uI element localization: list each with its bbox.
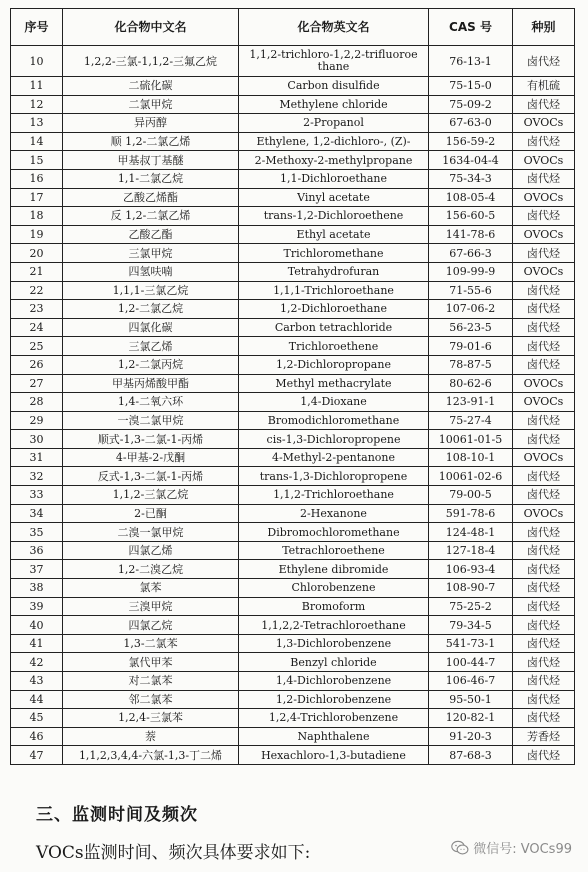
cell-chinese-name: 反式-1,3-二氯-1-丙烯	[63, 467, 239, 486]
table-row	[11, 46, 575, 77]
cell-english-name: 2-Methoxy-2-methylpropane	[239, 151, 429, 170]
cell-english-name: 1,2-Dichloropropane	[239, 355, 429, 374]
cell-serial-number: 47	[11, 746, 63, 765]
cell-category: OVOCs	[513, 262, 575, 281]
cell-chinese-name: 乙酸乙酯	[63, 225, 239, 244]
cell-cas-number: 124-48-1	[429, 523, 513, 542]
section-body-text: VOCs监测时间、频次具体要求如下:	[36, 843, 311, 863]
cell-category: OVOCs	[513, 448, 575, 467]
cell-cas-number: 67-66-3	[429, 244, 513, 263]
cell-category: 卤代烃	[513, 709, 575, 728]
cell-serial-number: 43	[11, 672, 63, 691]
cell-cas-number: 79-34-5	[429, 616, 513, 635]
cell-english-name: 1,1-Dichloroethane	[239, 169, 429, 188]
header-english-name: 化合物英文名	[239, 9, 429, 46]
cell-serial-number: 32	[11, 467, 63, 486]
cell-serial-number: 19	[11, 225, 63, 244]
cell-cas-number: 75-27-4	[429, 411, 513, 430]
table-row	[11, 523, 575, 542]
cell-category: 卤代烃	[513, 46, 575, 77]
cell-serial-number: 41	[11, 634, 63, 653]
cell-chinese-name: 甲基叔丁基醚	[63, 151, 239, 170]
cell-chinese-name: 四氯乙烯	[63, 541, 239, 560]
cell-category: 卤代烃	[513, 244, 575, 263]
cell-english-name: Tetrachloroethene	[239, 541, 429, 560]
cell-english-name: Dibromochloromethane	[239, 523, 429, 542]
cell-chinese-name: 对二氯苯	[63, 672, 239, 691]
cell-chinese-name: 1,3-二氯苯	[63, 634, 239, 653]
cell-serial-number: 24	[11, 318, 63, 337]
cell-serial-number: 11	[11, 77, 63, 96]
cell-category: 卤代烃	[513, 95, 575, 114]
table-row	[11, 132, 575, 151]
table-row	[11, 541, 575, 560]
cell-english-name: Tetrahydrofuran	[239, 262, 429, 281]
cell-cas-number: 79-00-5	[429, 486, 513, 505]
cell-english-name: 1,4-Dichlorobenzene	[239, 672, 429, 691]
table-row	[11, 355, 575, 374]
cell-chinese-name: 二氯甲烷	[63, 95, 239, 114]
cell-cas-number: 107-06-2	[429, 300, 513, 319]
cell-serial-number: 20	[11, 244, 63, 263]
cell-serial-number: 22	[11, 281, 63, 300]
header-category: 种别	[513, 9, 575, 46]
cell-english-name: Naphthalene	[239, 727, 429, 746]
watermark-text: 微信号: VOCs99	[473, 842, 572, 857]
cell-english-name: 1,4-Dioxane	[239, 393, 429, 412]
cell-cas-number: 76-13-1	[429, 46, 513, 77]
cell-category: OVOCs	[513, 151, 575, 170]
cell-serial-number: 14	[11, 132, 63, 151]
cell-english-name: 1,1,1-Trichloroethane	[239, 281, 429, 300]
table-row	[11, 616, 575, 635]
cell-category: 卤代烃	[513, 207, 575, 226]
cell-category: 卤代烃	[513, 746, 575, 765]
watermark	[451, 838, 572, 857]
cell-cas-number: 591-78-6	[429, 504, 513, 523]
cell-english-name: Ethyl acetate	[239, 225, 429, 244]
cell-english-name: cis-1,3-Dichloropropene	[239, 430, 429, 449]
cell-serial-number: 26	[11, 355, 63, 374]
cell-cas-number: 56-23-5	[429, 318, 513, 337]
cell-cas-number: 75-15-0	[429, 77, 513, 96]
table-row	[11, 95, 575, 114]
table-row	[11, 318, 575, 337]
table-row	[11, 504, 575, 523]
table-row	[11, 709, 575, 728]
voc-compound-table	[10, 8, 575, 765]
cell-category: OVOCs	[513, 225, 575, 244]
cell-cas-number: 95-50-1	[429, 690, 513, 709]
cell-serial-number: 42	[11, 653, 63, 672]
table-row	[11, 634, 575, 653]
cell-cas-number: 1634-04-4	[429, 151, 513, 170]
cell-english-name: 1,2,4-Trichlorobenzene	[239, 709, 429, 728]
cell-english-name: Chlorobenzene	[239, 579, 429, 598]
section-title: 三、监测时间及频次	[36, 805, 198, 825]
cell-category: 芳香烃	[513, 727, 575, 746]
header-chinese-name: 化合物中文名	[63, 9, 239, 46]
cell-serial-number: 12	[11, 95, 63, 114]
cell-cas-number: 109-99-9	[429, 262, 513, 281]
cell-cas-number: 106-93-4	[429, 560, 513, 579]
cell-category: OVOCs	[513, 188, 575, 207]
cell-english-name: 2-Propanol	[239, 114, 429, 133]
cell-cas-number: 75-25-2	[429, 597, 513, 616]
cell-category: 卤代烃	[513, 597, 575, 616]
table-row	[11, 672, 575, 691]
cell-cas-number: 10061-01-5	[429, 430, 513, 449]
cell-english-name: Hexachloro-1,3-butadiene	[239, 746, 429, 765]
table-row	[11, 653, 575, 672]
table-row	[11, 337, 575, 356]
cell-serial-number: 10	[11, 46, 63, 77]
cell-chinese-name: 顺式-1,3-二氯-1-丙烯	[63, 430, 239, 449]
cell-chinese-name: 萘	[63, 727, 239, 746]
cell-serial-number: 27	[11, 374, 63, 393]
cell-chinese-name: 四氯乙烷	[63, 616, 239, 635]
cell-category: OVOCs	[513, 504, 575, 523]
table-row	[11, 77, 575, 96]
cell-chinese-name: 1,2-二氯乙烷	[63, 300, 239, 319]
cell-english-name: Carbon disulfide	[239, 77, 429, 96]
cell-serial-number: 36	[11, 541, 63, 560]
table-row	[11, 486, 575, 505]
cell-cas-number: 127-18-4	[429, 541, 513, 560]
table-row	[11, 300, 575, 319]
cell-category: 卤代烃	[513, 634, 575, 653]
cell-chinese-name: 顺 1,2-二氯乙烯	[63, 132, 239, 151]
cell-chinese-name: 1,2,2-三氯-1,1,2-三氟乙烷	[63, 46, 239, 77]
header-serial-number: 序号	[11, 9, 63, 46]
cell-category: 卤代烃	[513, 411, 575, 430]
cell-english-name: Ethylene dibromide	[239, 560, 429, 579]
cell-chinese-name: 1,2,4-三氯苯	[63, 709, 239, 728]
cell-english-name: Bromodichloromethane	[239, 411, 429, 430]
cell-chinese-name: 4-甲基-2-戊酮	[63, 448, 239, 467]
cell-serial-number: 29	[11, 411, 63, 430]
cell-category: 卤代烃	[513, 467, 575, 486]
table-row	[11, 448, 575, 467]
cell-english-name: 1,2-Dichloroethane	[239, 300, 429, 319]
cell-category: 卤代烃	[513, 169, 575, 188]
cell-category: 卤代烃	[513, 523, 575, 542]
cell-chinese-name: 氯苯	[63, 579, 239, 598]
cell-english-name: 2-Hexanone	[239, 504, 429, 523]
cell-chinese-name: 甲基丙烯酸甲酯	[63, 374, 239, 393]
cell-serial-number: 17	[11, 188, 63, 207]
cell-category: 卤代烃	[513, 300, 575, 319]
cell-category: 卤代烃	[513, 672, 575, 691]
cell-cas-number: 108-10-1	[429, 448, 513, 467]
cell-serial-number: 33	[11, 486, 63, 505]
cell-category: 卤代烃	[513, 690, 575, 709]
cell-serial-number: 23	[11, 300, 63, 319]
cell-cas-number: 120-82-1	[429, 709, 513, 728]
cell-english-name: trans-1,3-Dichloropropene	[239, 467, 429, 486]
cell-english-name: 1,3-Dichlorobenzene	[239, 634, 429, 653]
cell-english-name: Vinyl acetate	[239, 188, 429, 207]
cell-english-name: 1,1,2-trichloro-1,2,2-trifluoroe thane	[239, 46, 429, 77]
cell-chinese-name: 四氢呋喃	[63, 262, 239, 281]
cell-chinese-name: 1,1,2-三氯乙烷	[63, 486, 239, 505]
table-row	[11, 430, 575, 449]
cell-english-name: Methyl methacrylate	[239, 374, 429, 393]
cell-cas-number: 67-63-0	[429, 114, 513, 133]
cell-category: 卤代烃	[513, 486, 575, 505]
cell-cas-number: 141-78-6	[429, 225, 513, 244]
cell-category: 卤代烃	[513, 318, 575, 337]
cell-english-name: trans-1,2-Dichloroethene	[239, 207, 429, 226]
table-row	[11, 690, 575, 709]
cell-english-name: 1,1,2-Trichloroethane	[239, 486, 429, 505]
cell-cas-number: 123-91-1	[429, 393, 513, 412]
cell-chinese-name: 乙酸乙烯酯	[63, 188, 239, 207]
cell-cas-number: 75-34-3	[429, 169, 513, 188]
cell-category: 卤代烃	[513, 430, 575, 449]
cell-chinese-name: 三氯甲烷	[63, 244, 239, 263]
cell-serial-number: 15	[11, 151, 63, 170]
cell-english-name: Ethylene, 1,2-dichloro-, (Z)-	[239, 132, 429, 151]
cell-chinese-name: 1,1,2,3,4,4-六氯-1,3-丁二烯	[63, 746, 239, 765]
cell-chinese-name: 二硫化碳	[63, 77, 239, 96]
cell-category: 卤代烃	[513, 132, 575, 151]
table-row	[11, 262, 575, 281]
cell-category: 卤代烃	[513, 579, 575, 598]
cell-serial-number: 44	[11, 690, 63, 709]
cell-category: 卤代烃	[513, 541, 575, 560]
cell-chinese-name: 1,4-二氧六环	[63, 393, 239, 412]
cell-cas-number: 75-09-2	[429, 95, 513, 114]
cell-cas-number: 156-59-2	[429, 132, 513, 151]
table-row	[11, 467, 575, 486]
cell-english-name: Trichloroethene	[239, 337, 429, 356]
cell-chinese-name: 1,2-二氯丙烷	[63, 355, 239, 374]
cell-english-name: 1,2-Dichlorobenzene	[239, 690, 429, 709]
table-row	[11, 281, 575, 300]
cell-english-name: Bromoform	[239, 597, 429, 616]
cell-serial-number: 30	[11, 430, 63, 449]
cell-english-name: Benzyl chloride	[239, 653, 429, 672]
table-row	[11, 727, 575, 746]
cell-cas-number: 78-87-5	[429, 355, 513, 374]
cell-english-name: 4-Methyl-2-pentanone	[239, 448, 429, 467]
cell-serial-number: 28	[11, 393, 63, 412]
cell-english-name: Carbon tetrachloride	[239, 318, 429, 337]
table-row	[11, 393, 575, 412]
cell-chinese-name: 邻二氯苯	[63, 690, 239, 709]
cell-cas-number: 87-68-3	[429, 746, 513, 765]
cell-chinese-name: 二溴一氯甲烷	[63, 523, 239, 542]
cell-cas-number: 91-20-3	[429, 727, 513, 746]
table-row	[11, 746, 575, 765]
cell-serial-number: 45	[11, 709, 63, 728]
cell-category: 卤代烃	[513, 337, 575, 356]
cell-cas-number: 108-90-7	[429, 579, 513, 598]
cell-serial-number: 31	[11, 448, 63, 467]
cell-cas-number: 80-62-6	[429, 374, 513, 393]
cell-serial-number: 13	[11, 114, 63, 133]
cell-cas-number: 79-01-6	[429, 337, 513, 356]
cell-chinese-name: 三溴甲烷	[63, 597, 239, 616]
cell-category: 卤代烃	[513, 355, 575, 374]
cell-cas-number: 100-44-7	[429, 653, 513, 672]
table-row	[11, 244, 575, 263]
table-row	[11, 560, 575, 579]
cell-chinese-name: 2-已酮	[63, 504, 239, 523]
cell-cas-number: 10061-02-6	[429, 467, 513, 486]
cell-category: 卤代烃	[513, 281, 575, 300]
cell-serial-number: 46	[11, 727, 63, 746]
cell-category: 卤代烃	[513, 560, 575, 579]
table-row	[11, 597, 575, 616]
cell-cas-number: 156-60-5	[429, 207, 513, 226]
table-row	[11, 169, 575, 188]
cell-chinese-name: 三氯乙烯	[63, 337, 239, 356]
cell-english-name: Trichloromethane	[239, 244, 429, 263]
cell-serial-number: 25	[11, 337, 63, 356]
cell-cas-number: 108-05-4	[429, 188, 513, 207]
cell-chinese-name: 1,1,1-三氯乙烷	[63, 281, 239, 300]
wechat-icon	[451, 840, 469, 856]
cell-serial-number: 21	[11, 262, 63, 281]
cell-chinese-name: 1,1-二氯乙烷	[63, 169, 239, 188]
table-row	[11, 225, 575, 244]
cell-chinese-name: 反 1,2-二氯乙烯	[63, 207, 239, 226]
cell-chinese-name: 1,2-二溴乙烷	[63, 560, 239, 579]
cell-chinese-name: 异丙醇	[63, 114, 239, 133]
cell-serial-number: 35	[11, 523, 63, 542]
table-row	[11, 411, 575, 430]
cell-english-name: 1,1,2,2-Tetrachloroethane	[239, 616, 429, 635]
cell-english-name: Methylene chloride	[239, 95, 429, 114]
table-row	[11, 579, 575, 598]
cell-category: 卤代烃	[513, 616, 575, 635]
table-body	[11, 46, 575, 765]
table-header-row	[11, 9, 575, 46]
table-row	[11, 114, 575, 133]
cell-serial-number: 38	[11, 579, 63, 598]
cell-serial-number: 34	[11, 504, 63, 523]
cell-serial-number: 37	[11, 560, 63, 579]
header-cas-number: CAS 号	[429, 9, 513, 46]
table-row	[11, 188, 575, 207]
cell-category: 有机硫	[513, 77, 575, 96]
cell-category: OVOCs	[513, 393, 575, 412]
cell-cas-number: 541-73-1	[429, 634, 513, 653]
table-row	[11, 374, 575, 393]
cell-cas-number: 106-46-7	[429, 672, 513, 691]
cell-chinese-name: 一溴二氯甲烷	[63, 411, 239, 430]
cell-cas-number: 71-55-6	[429, 281, 513, 300]
cell-chinese-name: 四氯化碳	[63, 318, 239, 337]
cell-serial-number: 40	[11, 616, 63, 635]
cell-serial-number: 18	[11, 207, 63, 226]
cell-category: 卤代烃	[513, 653, 575, 672]
cell-serial-number: 39	[11, 597, 63, 616]
cell-chinese-name: 氯代甲苯	[63, 653, 239, 672]
cell-category: OVOCs	[513, 374, 575, 393]
table-row	[11, 151, 575, 170]
cell-category: OVOCs	[513, 114, 575, 133]
cell-serial-number: 16	[11, 169, 63, 188]
table-row	[11, 207, 575, 226]
